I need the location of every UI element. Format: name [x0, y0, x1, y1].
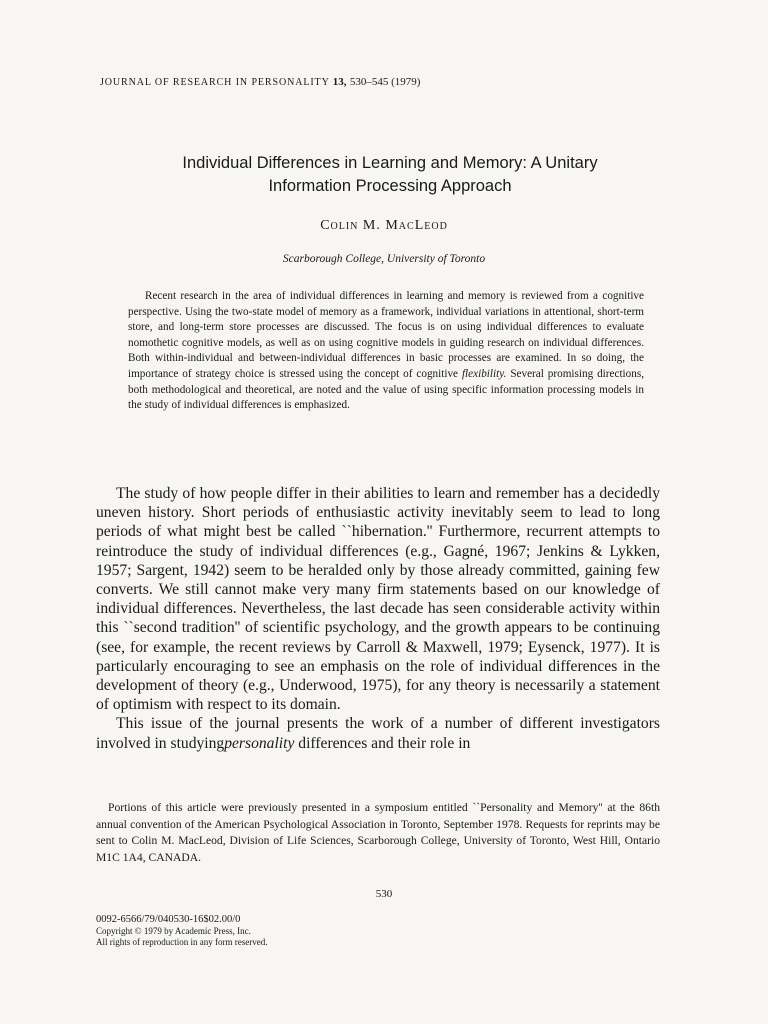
- abstract-italic-term: flexibility.: [461, 367, 507, 380]
- article-title: [90, 152, 690, 198]
- journal-name: JOURNAL OF RESEARCH IN PERSONALITY: [100, 77, 330, 88]
- abstract-text-end: Several promising directions, both methodological and theoretical, are noted and the value of using specific information processing models in the study of individual differences is emphasized.: [128, 367, 644, 412]
- footnote: Portions of this article were previously presented in a symposium entitled ``Personality and Memory'' at the 86th annual convention of the American Psychological Association in Toronto, September 1978. Requests for reprints may be sent to Colin M. MacLeod, Division of Life Sciences, Scarborough College, University of Toronto, West Hill, Ontario M1C 1A4, CANADA.: [96, 801, 660, 864]
- article-code: 0092-6566/79/040530-16$02.00/0: [96, 914, 241, 925]
- page-range: 530–545 (1979): [349, 76, 421, 88]
- body-paragraph-1: The study of how people differ in their abilities to learn and remember has a decidedly uneven history. Short periods of enthusiastic activity inevitably seem to lead to long periods of what might best be called ``hibernation.'' Furthermore, recurrent attempts to reintroduce the study of individual differences (e.g., Gagné, 1967; Jenkins & Lykken, 1957; Sargent, 1942) seem to be heralded only by those already committed, gaining few converts. We still cannot make very many firm statements based on our knowledge of individual differences. Nevertheless, the last decade has seen considerable activity within this ``second tradition'' of scientific psychology, and the growth appears to be continuing (see, for example, the recent reviews by Carroll & Maxwell, 1979; Eysenck, 1977). It is particularly encouraging to see an emphasis on the role of individual differences in the development of theory (e.g., Underwood, 1975), for any theory is necessarily a statement of optimism with respect to its domain.: [96, 485, 660, 714]
- volume-number: 13,: [332, 76, 347, 88]
- copyright-line: Copyright © 1979 by Academic Press, Inc.: [96, 925, 251, 936]
- author-affiliation: Scarborough College, University of Toronto: [282, 253, 486, 265]
- body-text: [96, 484, 660, 753]
- abstract-text: Recent research in the area of individual differences in learning and memory is reviewed from a cognitive perspective. Using the two-state model of memory as a framework, individual variations in attentional, short-term store, and long-term store processes are discussed. The focus is on using individual differences to evaluate nomothetic cognitive models, as well as on using cognitive models in guiding research on individual differences. Both within-individual and between-individual differences in basic processes are examined. In so doing, the importance of strategy choice is stressed using the concept of cognitive: [128, 290, 644, 380]
- abstract: [128, 289, 644, 414]
- paragraph-2-italic-term: personality: [224, 734, 295, 752]
- paragraph-2-text-end: differences and their role in: [294, 734, 471, 752]
- author-name: Colin M. MacLeod: [320, 218, 448, 233]
- running-head: [100, 76, 420, 88]
- title-line-2: Information Processing Approach: [268, 177, 512, 195]
- copyright-block: [96, 914, 267, 949]
- rights-line: All rights of reproduction in any form reserved.: [96, 937, 268, 947]
- page-number: 530: [375, 888, 393, 900]
- title-line-1: Individual Differences in Learning and Memory: A Unitary: [182, 154, 598, 172]
- paragraph-2-text: This issue of the journal presents the work of a number of different investigators involved in studying: [96, 715, 660, 752]
- body-paragraph-2: [96, 714, 660, 752]
